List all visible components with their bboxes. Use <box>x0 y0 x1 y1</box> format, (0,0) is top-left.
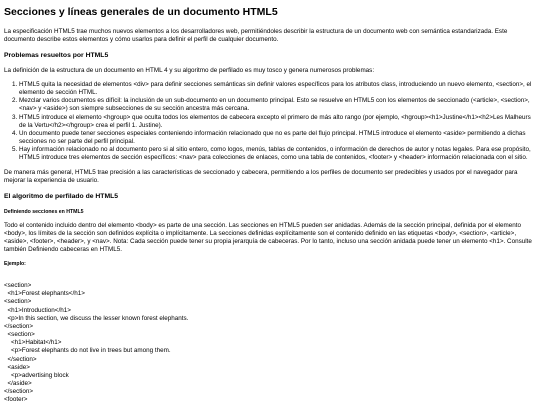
list-item: 2. Mezclar varios documentos es difícil: la inclusión de un sub-documento en un documento principal. Esto se resuelve en HTML5 con los elementos de seccionado (<article>, <section>, <nav> y <aside>) son siempre subsecciones de su sección ancestra más cercana. <box>19 97 536 113</box>
problems-closing: De manera más general, HTML5 trae precisión a las características de seccionado y cabecera, permitiendo a los perfiles de documento ser predecibles y usados por el navegador para mejorar la experiencia de usuario. <box>4 168 518 184</box>
code-example: <section> <h1>Forest elephants</h1> <section> <h1>Introduction</h1> <p>In this section, we discuss the lesser known forest elephants. </section> <section> <h1>Habitat</h1> <p>Forest elephants do not live in trees but among them. </section> <aside> <p>advertising block </aside> </section> <footer> <box>4 282 189 404</box>
problems-lead: La definición de la estructura de un documento en HTML 4 y su algoritmo de perfilado es muy tosco y genera numerosos problemas: <box>4 66 375 74</box>
page-title: Secciones y líneas generales de un documento HTML5 <box>4 6 278 18</box>
problems-list <box>4 81 536 163</box>
example-label: Ejemplo: <box>4 261 26 268</box>
list-item: 3. HTML5 introduce el elemento <hgroup> que oculta todos los elementos de cabecera excepto el primero de más alto rango (por ejemplo, <hgroup><h1>Justine</h1><h2>Les Malheurs de la Vertu</h2></hgroup> crea el perfil 1. Justine). <box>19 114 536 130</box>
algorithm-body: Todo el contenido incluido dentro del elemento <body> es parte de una sección. Las secciones en HTML5 pueden ser anidadas. Además de la sección principal, definida por el elemento <body>, los límites de la sección son definidos explícita o implícitamente. La secciones definidas explícitamente son el contenido definido en las etiquetas <body>, <section>, <article>, <aside>, <footer>, <header>, y <nav>. Nota: Cada sección puede tener su propia jerarquía de cabeceras. Por lo tanto, incluso una sección anidada puede tener un elemento <h1>. Consulte también Definiendo cabeceras en HTML5. <box>4 221 532 254</box>
algorithm-heading: El algoritmo de perfilado de HTML5 <box>4 193 119 200</box>
algorithm-subheading: Definiendo secciones en HTML5 <box>4 208 84 215</box>
intro-paragraph: La especificación HTML5 trae muchos nuevos elementos a los desarrolladores web, permitiéndoles describir la estructura de un documento web con semántica estandarizada. Este documento describe estos elementos y cómo usarlos para definir el perfil de cualquier documento. <box>4 27 508 43</box>
list-item: 4. Un documento puede tener secciones especiales conteniendo información relacionado que no es parte del flujo principal. HTML5 introduce el elemento <aside> permitiendo a dichas secciones no ser parte del perfil principal. <box>19 130 536 146</box>
problems-heading: Problemas resueltos por HTML5 <box>4 51 109 59</box>
list-item: 1. HTML5 quita la necesidad de elementos <div> para definir secciones semánticas sin definir valores específicos para los atributos class, introduciendo un nuevo elemento, <section>, el elemento de sección HTML. <box>19 81 536 97</box>
list-item: 5. Hay información relacionado no al documento pero si al sitio entero, como logos, menús, tablas de contenidos, o información de derechos de autor y notas legales. Para ese propósito, HTML5 introduce tres elementos de sección específicos: <nav> para colecciones de enlaces, como una tabla de contenidos, <footer> y <header> información relacionada con el sitio. <box>19 146 536 162</box>
